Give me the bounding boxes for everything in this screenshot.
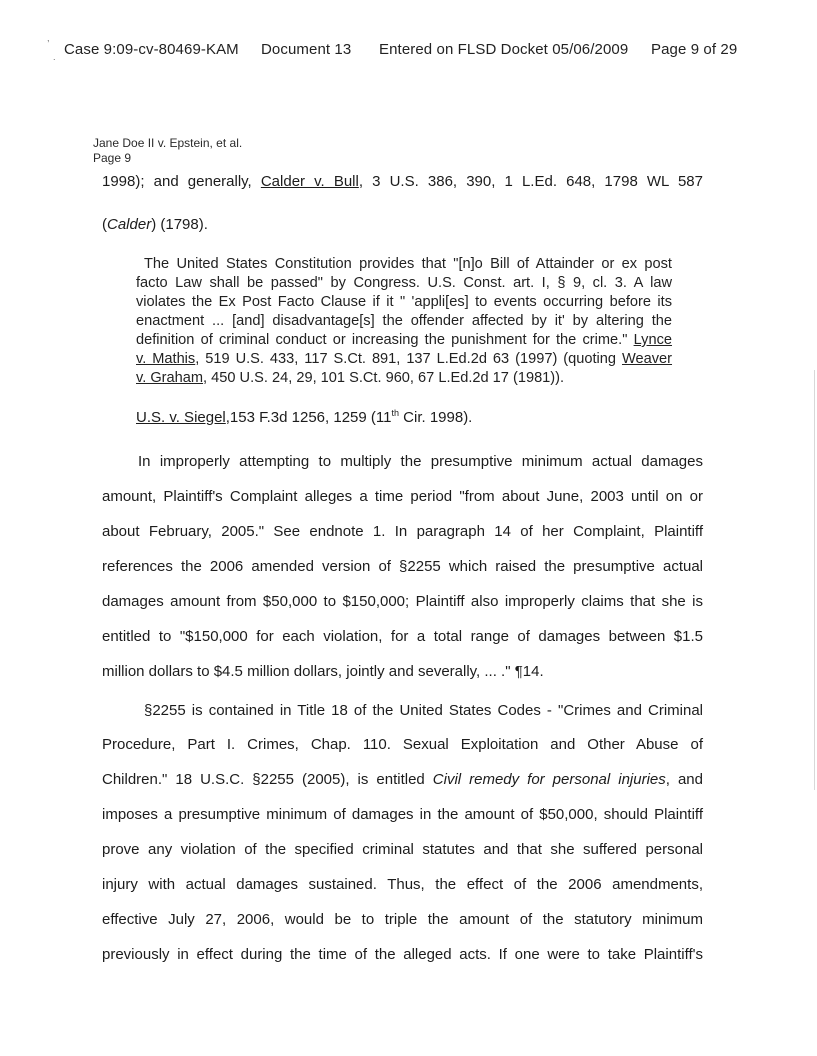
text-line: 1998); and generally, Calder v. Bull, 3 U.S. 386, 390, 1 L.Ed. 648, 1798 WL 587 (102, 173, 703, 190)
text-line: imposes a presumptive minimum of damages in the amount of $50,000, should Plaintiff (102, 806, 703, 823)
document-number: Document 13 (261, 41, 352, 58)
case-citation: Lynce (633, 332, 672, 348)
case-caption (93, 136, 242, 166)
docket-entry: Entered on FLSD Docket 05/06/2009 (379, 41, 629, 58)
quote-line: violates the Ex Post Facto Clause if it " 'appli[es] to events occurring before its (136, 294, 672, 310)
case-citation: Calder v. Bull (260, 173, 359, 190)
case-citation: v. Graham (136, 370, 204, 386)
quote-line: The United States Constitution provides that "[n]o Bill of Attainder or ex post (144, 256, 672, 272)
caption-title: Jane Doe II v. Epstein, et al. (93, 136, 243, 150)
text-line: prove any violation of the specified criminal statutes and that she suffered personal (102, 841, 703, 858)
text-line: entitled to "$150,000 for each violation, for a total range of damages between $1.5 (102, 628, 703, 645)
text-line: about February, 2005." See endnote 1. In paragraph 14 of her Complaint, Plaintiff (102, 523, 703, 540)
quote-line: v. Graham, 450 U.S. 24, 29, 101 S.Ct. 960, 67 L.Ed.2d 17 (1981)). (136, 370, 565, 386)
siegel-citation: U.S. v. Siegel,153 F.3d 1256, 1259 (11th Cir. 1998). (136, 408, 473, 426)
scan-edge-line (814, 370, 815, 790)
text-line: million dollars to $4.5 million dollars, jointly and severally, ... ." ¶14. (102, 663, 544, 680)
text-line: In improperly attempting to multiply the presumptive minimum actual damages (138, 453, 703, 470)
quote-line: facto Law shall be passed" by Congress. U.S. Const. art. I, § 9, cl. 3. A law (136, 275, 672, 291)
case-citation: Weaver (621, 351, 673, 367)
scan-artifact: , (47, 33, 50, 43)
text-line: previously in effect during the time of the alleged acts. If one were to take Plaintiff's (102, 946, 703, 963)
caption-page: Page 9 (93, 151, 132, 165)
text-line: (Calder) (1798). (102, 216, 208, 233)
text-line: effective July 27, 2006, would be to triple the amount of the statutory minimum (102, 911, 703, 928)
case-number: Case 9:09-cv-80469-KAM (64, 41, 239, 58)
quote-line: v. Mathis, 519 U.S. 433, 117 S.Ct. 891, 137 L.Ed.2d 63 (1997) (quoting Weaver (136, 351, 673, 367)
text-line: Children." 18 U.S.C. §2255 (2005), is entitled Civil remedy for personal injuries, and (102, 771, 703, 788)
scan-artifact: . (53, 52, 56, 62)
text-line: damages amount from $50,000 to $150,000; Plaintiff also improperly claims that she is (102, 593, 703, 610)
text-line: amount, Plaintiff's Complaint alleges a time period "from about June, 2003 until on or (102, 488, 703, 505)
page-count: Page 9 of 29 (651, 41, 738, 58)
text-line: references the 2006 amended version of §2255 which raised the presumptive actual (102, 558, 703, 575)
case-citation: v. Mathis (136, 351, 196, 367)
case-citation: U.S. v. Siegel (136, 409, 226, 426)
quote-line: definition of criminal conduct or increasing the punishment for the crime." Lynce (136, 332, 672, 348)
text-line: injury with actual damages sustained. Thus, the effect of the 2006 amendments, (102, 876, 703, 893)
text-line: Procedure, Part I. Crimes, Chap. 110. Sexual Exploitation and Other Abuse of (102, 736, 703, 753)
text-line: §2255 is contained in Title 18 of the United States Codes - "Crimes and Criminal (144, 702, 703, 719)
quote-line: enactment ... [and] disadvantage[s] the offender affected by it' by altering the (136, 313, 672, 329)
